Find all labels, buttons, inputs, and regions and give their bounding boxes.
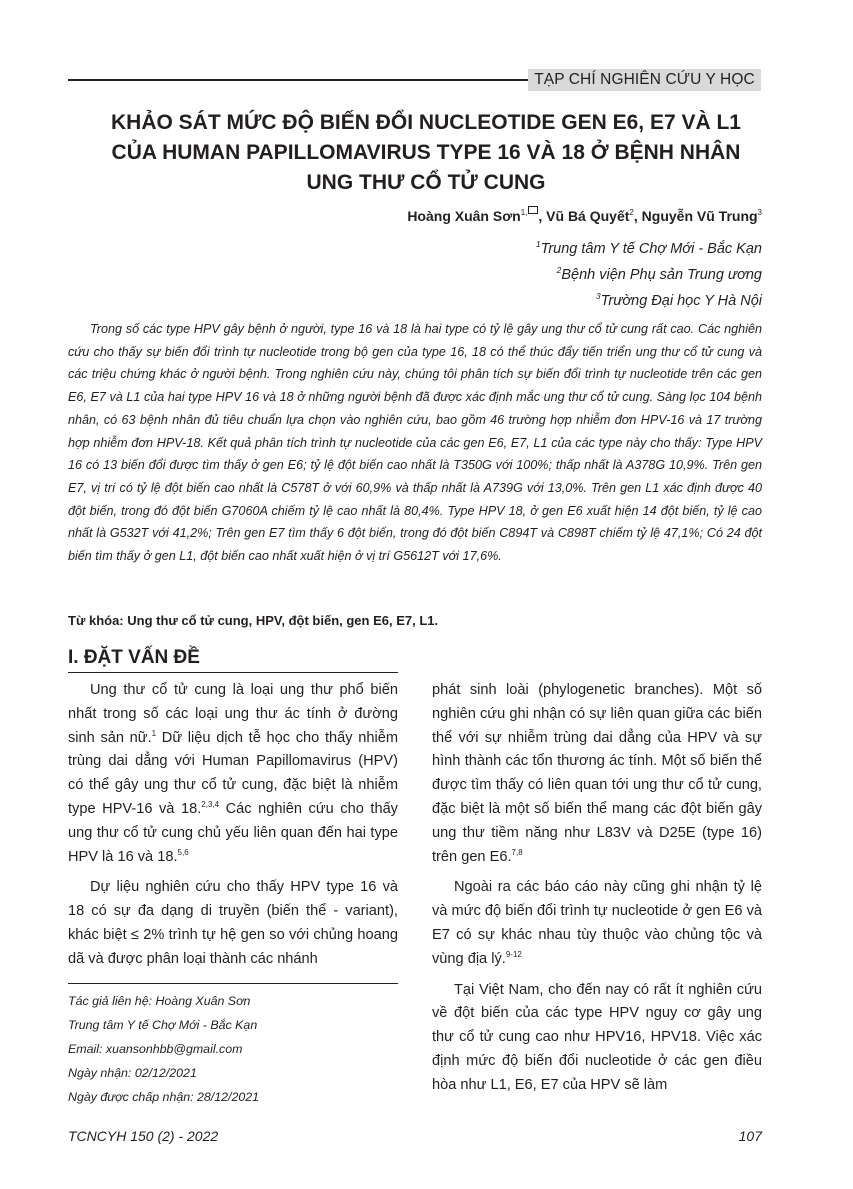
body-column-left: [68, 679, 398, 979]
citation-ref: 7,8: [511, 847, 523, 857]
paragraph: Ngoài ra các báo cáo này cũng ghi nhận tỷ lệ và mức độ biến đổi trình tự nucleotide ở gen E6 và E7 có sự khác nhau tùy thuộc vào chủng tộc và vùng địa lý.$^{9-12}$: [432, 879, 762, 967]
contact-org: Trung tâm Y tế Chợ Mới - Bắc Kạn: [68, 1018, 258, 1032]
footnote-rule: [68, 983, 398, 984]
citation-ref: 2,3,4: [201, 799, 220, 809]
affiliation: $^2$Bệnh viện Phụ sản Trung ương: [556, 265, 762, 283]
paragraph: Tại Việt Nam, cho đến nay có rất ít nghiên cứu về đột biến của các type HPV nguy cơ gây ung thư cổ tử cung cao như HPV16, HPV18. Việc xác định mức độ biến đổi nucleotide ở các gen điều hòa như L1, E6, E7 của HPV sẽ làm: [432, 981, 762, 1093]
section-rule: [68, 672, 398, 673]
keywords: Từ khóa: Ung thư cổ tử cung, HPV, đột biến, gen E6, E7, L1.: [68, 613, 439, 628]
author-name: Hoàng Xuân Sơn: [407, 208, 521, 224]
paragraph: Dự liệu nghiên cứu cho thấy HPV type 16 và 18 có sự đa dạng di truyền (biến thể - variant), khác biệt ≤ 2% trình tự hệ gen so với chủng hoang dã và được phân loại thành các nhánh: [68, 879, 398, 967]
abstract: Trong số các type HPV gây bệnh ở người, type 16 và 18 là hai type có tỷ lệ gây ung thư cổ tử cung rất cao. Các nghiên cứu cho thấy sự biến đổi trình tự nucleotide trong bộ gen của type 16, 18 có thể thúc đẩy tiến triển ung thư cổ tử cung và các triệu chứng khác ở người bệnh. Trong nghiên cứu này, chúng tôi phân tích sự biến đổi trình tự nucleotide trên các gen E6, E7 và L1 của hai type HPV 16 và 18 ở những người bệnh đã được xác định mắc ung thư cổ tử cung. Sàng lọc 104 bệnh nhân, có 63 bệnh nhân đủ tiêu chuẩn lựa chọn vào nghiên cứu, bao gồm 46 trường hợp nhiễm đơn HPV-16 và 17 trường hợp nhiễm đơn HPV-18. Kết quả phân tích trình tự nucleotide của các gen E6, E7, L1 của các type này cho thấy: Type HPV 16 có 13 biến đổi được tìm thấy ở gen E6; tỷ lệ đột biến cao nhất là T350G với 100%; thấp nhất là A378G 10,9%. Trên gen E7, vị trí có tỷ lệ đột biến cao nhất là C578T ở với 60,9% và thấp nhất là A739G với 13,0%. Trên gen L1 xác định được 40 đột biến, trong đó đột biến G7060A chiếm tỷ lệ cao nhất là 80,4%. Type HPV 18, ở gen E6 xuất hiện 14 đột biến, tỷ lệ cao nhất là G532T với 41,2%; Trên gen E7 tìm thấy 6 đột biến, trong đó đột biến C894T và C898T chiếm tỷ lệ 47,1%; Có 24 đột biến tìm thấy ở gen L1, đột biến cao nhất xuất hiện ở vị trí G5612T với 17,6%.: [68, 322, 762, 564]
paragraph: phát sinh loài (phylogenetic branches). Một số nghiên cứu ghi nhận có sự liên quan giữa các biến thể với sự nhiễm trùng dai dẳng của HPV và sự hình thành các tổn thương ác tính. Một số biến thể được tìm thấy có liên quan tới ung thư cổ tử cung, đặc biệt là một số biến thể mang các đột biến gây ung thư tiềm năng như L83V và D25E (type 16) trên gen E6.$^{7,8}$: [432, 682, 762, 865]
citation-ref: 5,6: [177, 847, 189, 857]
date-accepted: Ngày được chấp nhận: 28/12/2021: [68, 1090, 260, 1104]
title-line: UNG THƯ CỔ TỬ CUNG: [306, 171, 546, 194]
journal-citation: TCNCYH 150 (2) - 2022: [68, 1128, 219, 1144]
footnotes: [68, 989, 398, 1109]
page-number: 107: [738, 1128, 762, 1144]
contact-email: Email: xuansonhbb@gmail.com: [68, 1042, 243, 1056]
title-line: CỦA HUMAN PAPILLOMAVIRUS TYPE 16 VÀ 18 Ở BỆNH NHÂN: [111, 141, 741, 164]
citation-ref: 1: [151, 728, 157, 738]
author-affil-ref: 1,: [520, 208, 528, 217]
title-line: KHẢO SÁT MỨC ĐỘ BIẾN ĐỔI NUCLEOTIDE GEN E6, E7 VÀ L1: [111, 111, 741, 134]
section-heading: I. ĐẶT VẤN ĐỀ: [68, 647, 200, 668]
journal-name: TẠP CHÍ NGHIÊN CỨU Y HỌC: [528, 69, 761, 91]
citation-ref: 9-12: [505, 949, 522, 959]
contact-author: Tác giả liên hệ: Hoàng Xuân Sơn: [68, 994, 251, 1008]
affiliation: $^1$Trung tâm Y tế Chợ Mới - Bắc Kạn: [535, 239, 762, 257]
author-affil-ref: 2: [629, 208, 634, 217]
affiliation: $^3$Trường Đại học Y Hà Nội: [595, 291, 762, 309]
author-affil-ref: 3: [757, 208, 762, 217]
paragraph: Ung thư cổ tử cung là loại ung thư phổ biến nhất trong số các loại ung thư ác tính ở đường sinh sản nữ.$^1$ Dữ liệu dịch tễ học cho thấy nhiễm trùng dai dẳng với Human Papillomavirus (HPV) có thể gây ung thư cổ tử cung, đặc biệt là nhiễm type HPV-16 và 18.$^{2,3,4}$ Các nghiên cứu cho thấy ung thư cổ tử cung chủ yếu liên quan đến hai type HPV là 16 và 18.$^{5,6}$: [68, 682, 398, 865]
article-title: [75, 108, 777, 198]
date-received: Ngày nhận: 02/12/2021: [68, 1066, 197, 1080]
header-rule: [68, 79, 528, 81]
author-name: Nguyễn Vũ Trung: [641, 208, 758, 224]
envelope-icon: [528, 206, 538, 214]
body-column-right: [432, 679, 762, 1105]
author-name: Vũ Bá Quyết: [546, 208, 630, 224]
author-list: Hoàng Xuân Sơn$^{1,}$ , Vũ Bá Quyết$^2$, Nguyễn Vũ Trung$^3$: [407, 208, 762, 224]
